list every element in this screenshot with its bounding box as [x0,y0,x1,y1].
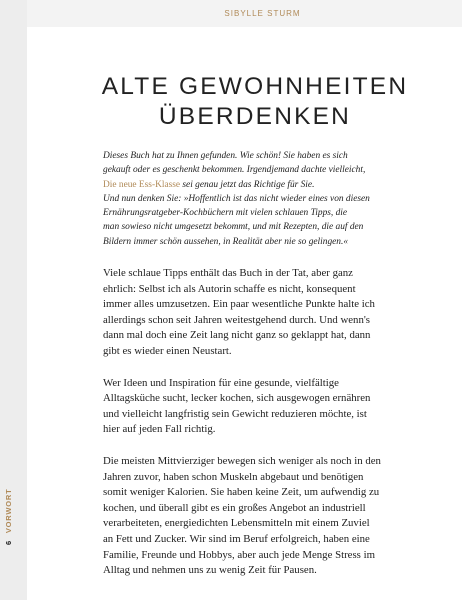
page-number: 6 [4,540,13,545]
intro-line [103,178,433,192]
text-line: verarbeiteten, energiedichten Lebensmitteln mit einem Zuviel [103,517,370,530]
side-label [4,488,13,545]
page-header [27,0,462,27]
text-line: und vielleicht langfristig sein Gewicht reduzieren möchte, ist [103,407,367,420]
intro-line: Bildern immer schön aussehen, in Realität aber nie so gelingen.« [103,236,349,247]
text-line: dann mal doch eine Zeit lang nicht ganz so geklappt hat, dann [103,329,371,342]
text-line: somit weniger Kalorien. Sie haben keine Zeit, um aufwendig zu [103,486,380,499]
intro-line: Und nun denken Sie: »Hoffentlich ist das nicht wieder eines von diesen [103,193,370,204]
text-line: Alltag und nehmen uns zu wenig Zeit für Pausen. [103,564,317,577]
intro-line: Dieses Buch hat zu Ihnen gefunden. Wie schön! Sie haben es sich [103,151,348,161]
article-body [103,149,433,595]
text-line: immer alles umzusetzen. Ein paar wesentliche Punkte halte ich [103,298,375,311]
intro-paragraph [103,149,433,249]
intro-line: Ernährungsratgeber-Kochbüchern mit vielen schlauen Tipps, die [103,208,348,219]
author-name: SIBYLLE STURM [224,9,301,18]
text-line: hier auf jeden Fall richtig. [103,423,216,436]
text-line: ehrlich: Selbst ich als Autorin schaffe es nicht, konsequent [103,282,356,295]
title-line: ALTE GEWOHNHEITEN [101,73,409,101]
text-line: Jahren zuvor, haben schon Muskeln abgebaut und benötigen [103,470,364,483]
text-line: kochen, und überall gibt es ein großes Angebot an industriell [103,501,366,514]
section-label: VORWORT [4,488,13,534]
title-line: ÜBERDENKEN [158,103,352,131]
intro-line-rest: sei genau jetzt das Richtige für Sie. [180,179,315,190]
body-paragraph-3 [103,454,433,579]
body-paragraph-2 [103,376,433,438]
intro-line: man sowieso nicht umgesetzt bekommt, und mit Rezepten, die auf den [103,222,364,233]
body-paragraph-1 [103,266,433,360]
book-title-highlight: Die neue Ess-Klasse [103,179,181,190]
text-line: Alltagsküche sucht, lecker kochen, sich ausgewogen ernähren [103,392,371,405]
chapter-title [60,72,450,132]
text-line: Wer Ideen und Inspiration für eine gesunde, vielfältige [103,376,339,389]
text-line: Familie, Freunde und Hobbys, aber auch jede Menge Stress im [103,548,375,561]
text-line: Die meisten Mittvierziger bewegen sich weniger als noch in den [103,455,381,468]
text-line: an Fett und Zucker. Wir sind im Beruf erfolgreich, haben eine [103,532,370,545]
intro-line: gekauft oder es geschenkt bekommen. Irgendjemand dachte vielleicht, [103,165,366,176]
text-line: Viele schlaue Tipps enthält das Buch in der Tat, aber ganz [103,267,353,280]
text-line: gibt es wieder einen Neustart. [103,345,232,358]
text-line: allerdings schon seit Jahren weitestgehend durch. Und wenn's [103,313,371,326]
